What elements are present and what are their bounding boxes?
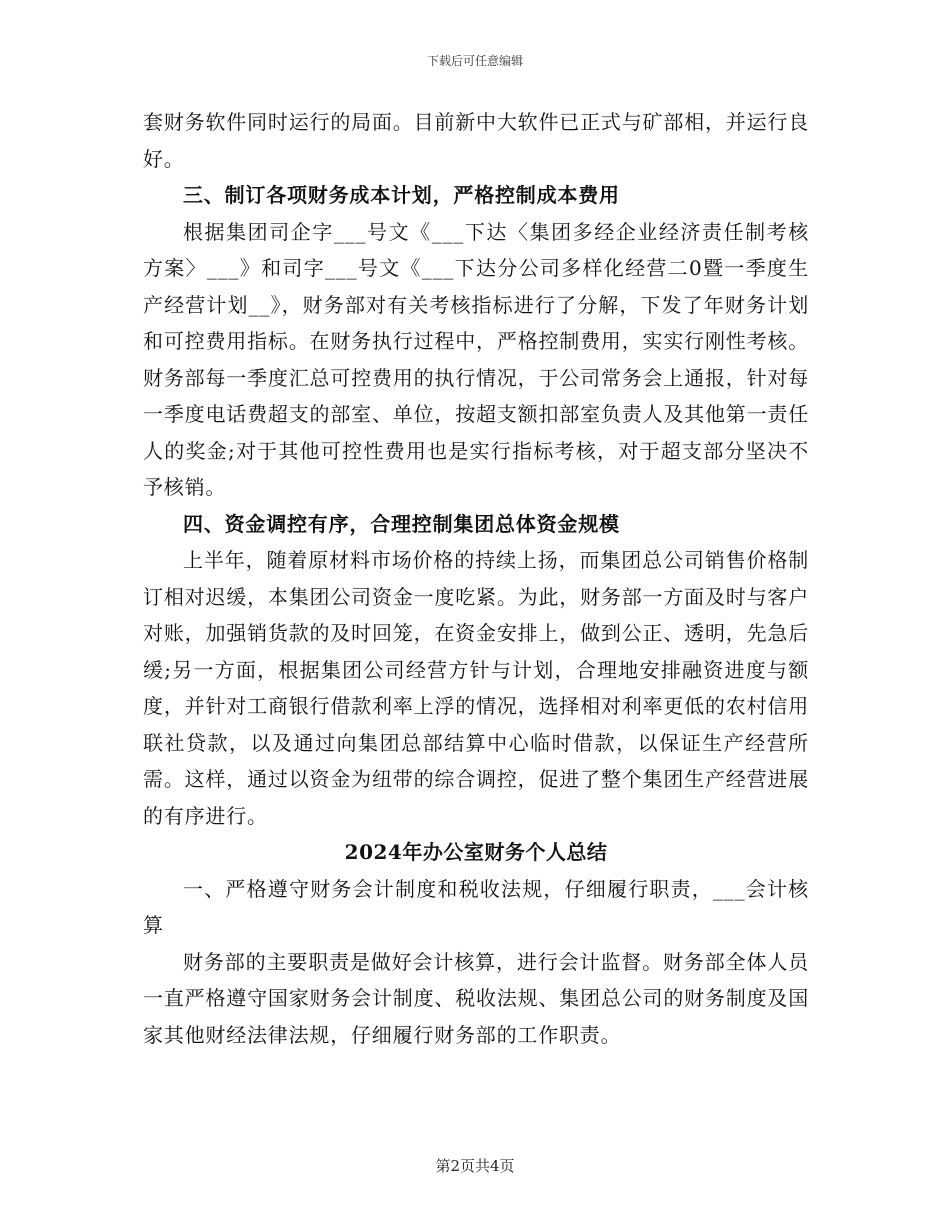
document-title: 2024年办公室财务个人总结 (344, 840, 608, 864)
section-heading-3: 三、制订各项财务成本计划，严格控制成本费用 (183, 183, 620, 207)
paragraph-fund-control: 上半年，随着原材料市场价格的持续上扬，而集团总公司销售价格制订相对迟缓，本集团公司资金一度吃紧。为此，财务部一方面及时与客户对账，加强销货款的及时回笼，在资金安排上，做到公正、透明，先急后缓;另一方面，根据集团公司经营方针与计划，合理地安排融资进度与额度，并针对工商银行借款利率上浮的情况，选择相对利率更低的农村信用联社贷款，以及通过向集团总部结算中心临时借款，以保证生产经营所需。这样，通过以资金为纽带的综合调控，促进了整个集团生产经营进展的有序进行。 (143, 548, 809, 828)
page-header: 下载后可任意编辑 (426, 54, 523, 68)
page-footer: 第2页共4页 (435, 1157, 515, 1175)
paragraph-continuation: 套财务软件同时运行的局面。目前新中大软件已正式与矿部相，并运行良好。 (143, 110, 809, 171)
paragraph-cost-control: 根据集团司企字___号文《___下达〈集团多经企业经济责任制考核方案〉___》和司字___号文《___下达分公司多样化经营二0暨一季度生产经营计划__》，财务部对有关考核指标进行了分解，下发了年财务计划和可控费用指标。在财务执行过程中，严格控制费用，实实行刚性考核。财务部每一季度汇总可控费用的执行情况，于公司常务会上通报，针对每一季度电话费超支的部室、单位，按超支额扣部室负责人及其他第一责任人的奖金;对于其他可控性费用也是实行指标考核，对于超支部分坚决不予核销。 (143, 219, 809, 499)
paragraph-section-one: 一、严格遵守财务会计制度和税收法规，仔细履行职责，___会计核算 (143, 876, 809, 937)
document-body (143, 104, 809, 1053)
paragraph-duties: 财务部的主要职责是做好会计核算，进行会计监督。财务部全体人员一直严格遵守国家财务会计制度、税收法规、集团总公司的财务制度及国家其他财经法律法规，仔细履行财务部的工作职责。 (143, 949, 809, 1047)
section-heading-4: 四、资金调控有序，合理控制集团总体资金规模 (183, 511, 620, 536)
